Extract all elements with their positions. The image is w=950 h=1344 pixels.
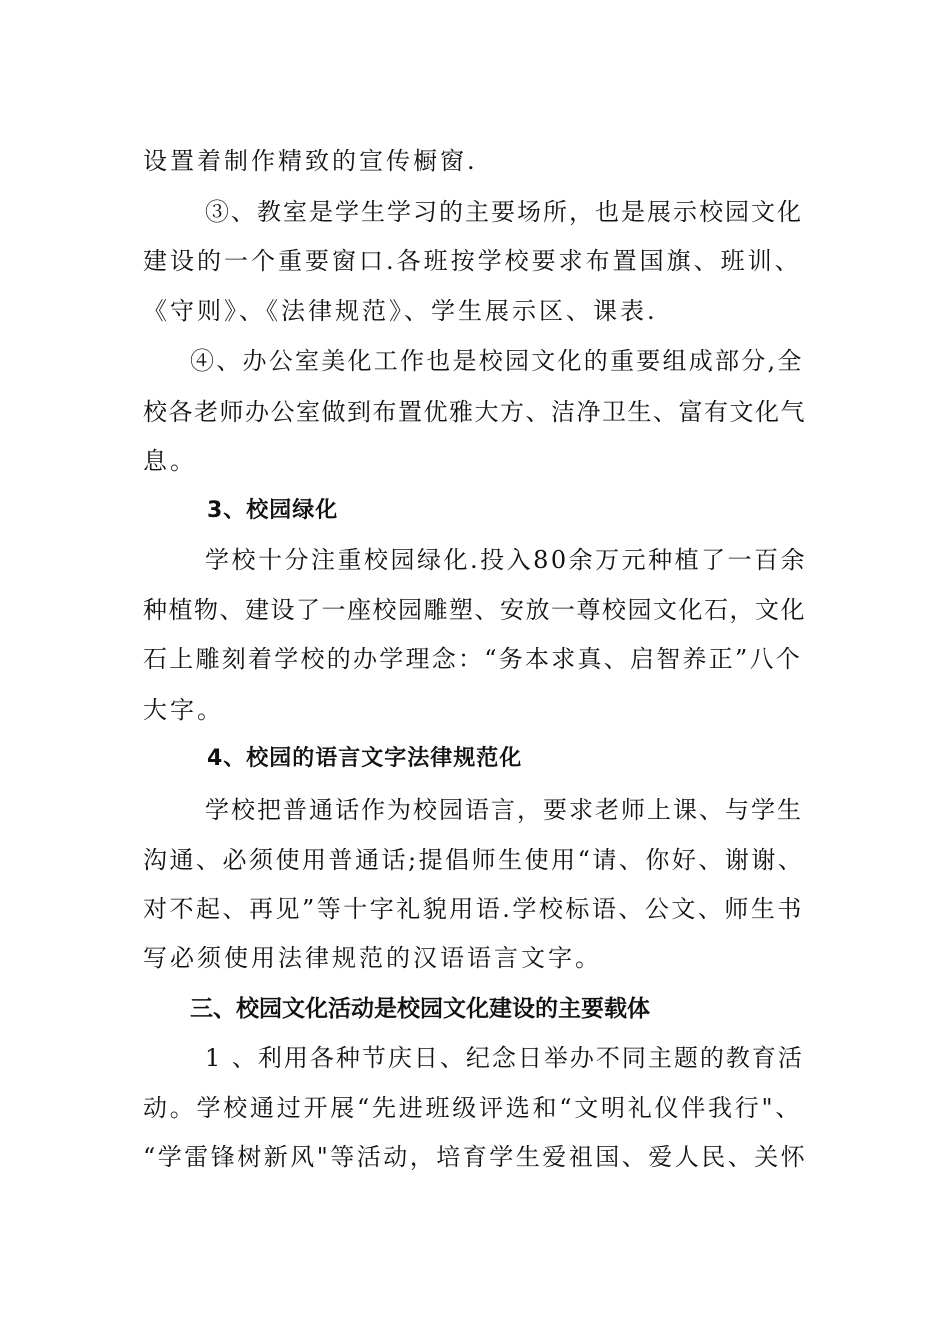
paragraph-line: 学校把普通话作为校园语言，要求老师上课、与学生 xyxy=(205,796,803,824)
paragraph-line: “学雷锋树新风"等活动，培育学生爱祖国、爱人民、关怀 xyxy=(143,1143,808,1171)
paragraph-line: ③、教室是学生学习的主要场所，也是展示校园文化 xyxy=(205,198,803,226)
paragraph-line: 《守则》、《法律规范》、学生展示区、课表. xyxy=(143,297,658,325)
paragraph-line: 建设的一个重要窗口.各班按学校要求布置国旗、班训、 xyxy=(143,247,802,275)
section-heading: 4、校园的语言文字法律规范化 xyxy=(207,746,523,771)
paragraph-line: 写必须使用法律规范的汉语语言文字。 xyxy=(143,944,602,972)
paragraph-line: ④、办公室美化工作也是校园文化的重要组成部分,全 xyxy=(190,347,804,375)
paragraph-line: 沟通、必须使用普通话;提倡师生使用“请、你好、谢谢、 xyxy=(143,846,805,874)
paragraph-line: 设置着制作精致的宣传橱窗. xyxy=(143,147,478,175)
paragraph-line: 校各老师办公室做到布置优雅大方、洁净卫生、富有文化气 xyxy=(143,398,806,426)
paragraph-line: 息。 xyxy=(143,447,197,475)
paragraph-line: 种植物、建设了一座校园雕塑、安放一尊校园文化石，文化 xyxy=(143,596,806,624)
chapter-heading: 三、校园文化活动是校园文化建设的主要载体 xyxy=(190,996,650,1022)
paragraph-line: 学校十分注重校园绿化.投入80余万元种植了一百余 xyxy=(205,546,808,574)
paragraph-line: 1 、利用各种节庆日、纪念日举办不同主题的教育活 xyxy=(205,1044,804,1072)
paragraph-line: 大字。 xyxy=(143,696,224,724)
paragraph-line: 动。学校通过开展“先进班级评选和“文明礼仪伴我行"、 xyxy=(143,1094,803,1122)
paragraph-line: 石上雕刻着学校的办学理念：“务本求真、启智养正”八个 xyxy=(143,645,803,673)
paragraph-line: 对不起、再见”等十字礼貌用语.学校标语、公文、师生书 xyxy=(143,895,804,923)
section-heading: 3、校园绿化 xyxy=(207,498,339,523)
